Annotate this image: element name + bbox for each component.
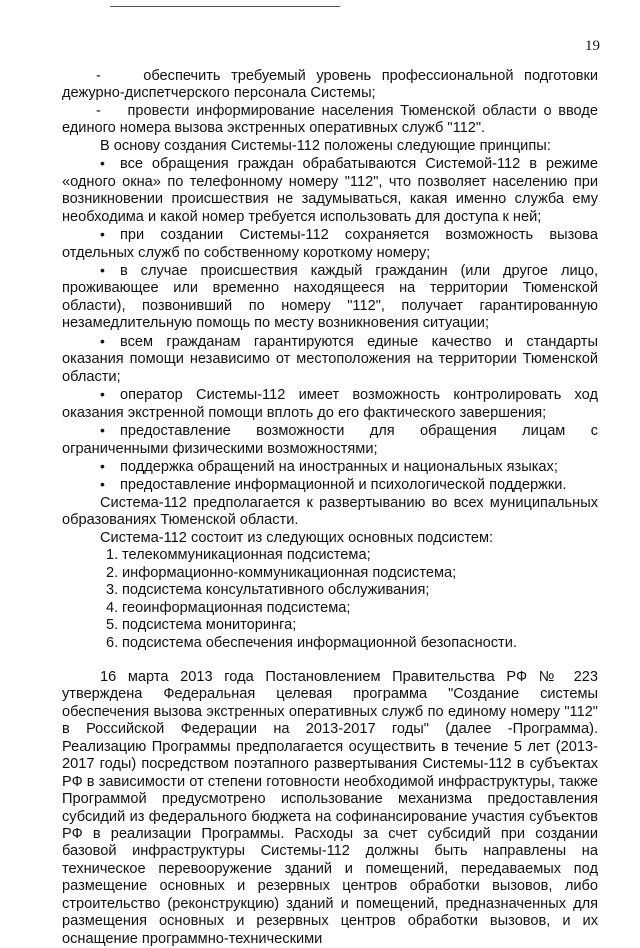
bullet-icon	[100, 476, 120, 494]
bullet-item-text: предоставление возможности для обращения лицам с ограниченными физическими возможностями;	[62, 423, 598, 457]
bullet-item-text: при создании Системы-112 сохраняется возможность вызова отдельных служб по собственному короткому номеру;	[62, 227, 598, 261]
bullet-icon	[100, 386, 120, 404]
numbered-list-item	[62, 617, 598, 634]
bullet-list-item	[62, 155, 598, 226]
bullet-icon	[100, 333, 120, 351]
document-body	[62, 68, 598, 948]
dash-item-text: провести информирование населения Тюменской области о вводе единого номера вызова экстренных оперативных служб "112".	[62, 102, 598, 137]
paragraph: В основу создания Системы-112 положены следующие принципы:	[100, 137, 551, 154]
bullet-icon	[100, 422, 120, 440]
dash-marker: -	[96, 68, 144, 84]
bullet-list-item	[62, 333, 598, 386]
list-number: 3.	[106, 582, 119, 599]
paragraph-gap	[62, 652, 598, 669]
list-number: 5.	[106, 617, 119, 634]
numbered-list-item	[62, 635, 598, 652]
numbered-list-item	[62, 582, 598, 599]
bullet-icon	[100, 262, 120, 280]
top-rule	[110, 6, 340, 7]
paragraph: Система-112 состоит из следующих основных подсистем:	[100, 529, 494, 546]
list-number: 4.	[106, 599, 119, 616]
numbered-item-text: подсистема обеспечения информационной безопасности.	[122, 634, 517, 651]
bullet-item-text: в случае происшествия каждый гражданин (или другое лицо, проживающее или временно находящееся на территории Тюменской области), позвонивший по номеру "112", получает гарантированную незамедлительную помощь по месту возникновения ситуации;	[62, 262, 598, 332]
dash-marker: -	[96, 102, 128, 119]
numbered-list-item	[62, 565, 598, 582]
bullet-item-text: все обращения граждан обрабатываются Системой-112 в режиме «одного окна» по телефонному номеру "112", что позволяет населению при возникновении происшествия не задумываться, какая именно служба ему необходима и какой номер требуется использовать для доступа к ней;	[62, 156, 598, 225]
bullet-list-item	[62, 386, 598, 422]
numbered-item-text: подсистема консультативного обслуживания;	[122, 582, 430, 599]
bullet-item-text: предоставление информационной и психологической поддержки.	[120, 477, 567, 494]
bullet-list-item	[62, 226, 598, 262]
dash-list-item	[62, 103, 598, 138]
paragraph: 16 марта 2013 года Постановлением Правительства РФ № 223 утверждена Федеральная целевая программа "Создание системы обеспечения вызова экстренных оперативных служб по единому номеру "112" в Российской Федерации на 2013-2017 годы" (далее -Программа). Реализацию Программы предполагается осуществить в течение 5 лет (2013-2017 годы) посредством поэтапного развертывания Системы-112 в субъектах РФ в зависимости от степени готовности необходимой инфраструктуры, также Программой предусмотрено использование механизма предоставления субсидий из федерального бюджета на софинансирование участия субъектов РФ в реализации Программы. Расходы за счет субсидий при создании базовой инфраструктуры Системы-112 должны быть направлены на техническое перевооружение зданий и помещений, передаваемых под размещение основных и резервных центров обработки вызовов, либо строительство (реконструкцию) зданий и помещений, предназначенных для размещения основных и резервных центров обработки вызовов, и их оснащение программно-техническими	[62, 668, 598, 947]
bullet-icon	[100, 458, 120, 476]
bullet-item-text: поддержка обращений на иностранных и национальных языках;	[120, 458, 558, 475]
numbered-item-text: информационно-коммуникационная подсистема;	[122, 564, 457, 581]
list-number: 1.	[106, 547, 119, 564]
dash-list-item	[62, 68, 598, 103]
numbered-list-item	[62, 600, 598, 617]
bullet-list-item	[62, 476, 598, 494]
bullet-item-text: оператор Системы-112 имеет возможность контролировать ход оказания экстренной помощи вплоть до его фактического завершения;	[62, 387, 598, 421]
bullet-icon	[100, 226, 120, 244]
dash-item-text: обеспечить требуемый уровень профессиональной подготовки дежурно-диспетчерского персонала Системы;	[62, 68, 598, 102]
bullet-icon	[100, 155, 120, 173]
numbered-list-item	[62, 547, 598, 564]
bullet-list-item	[62, 422, 598, 458]
bullet-list-item	[62, 458, 598, 476]
numbered-item-text: геоинформационная подсистема;	[122, 599, 351, 616]
paragraph: Система-112 предполагается к развертыванию во всех муниципальных образованиях Тюменской области.	[62, 494, 598, 529]
numbered-item-text: телекоммуникационная подсистема;	[122, 547, 371, 564]
page-number: 19	[585, 38, 600, 54]
bullet-list-item	[62, 262, 598, 333]
numbered-item-text: подсистема мониторинга;	[122, 617, 297, 634]
list-number: 2.	[106, 564, 119, 581]
list-number: 6.	[106, 634, 119, 651]
bullet-item-text: всем гражданам гарантируются единые качество и стандарты оказания помощи независимо от местоположения на территории Тюменской области;	[62, 333, 598, 385]
